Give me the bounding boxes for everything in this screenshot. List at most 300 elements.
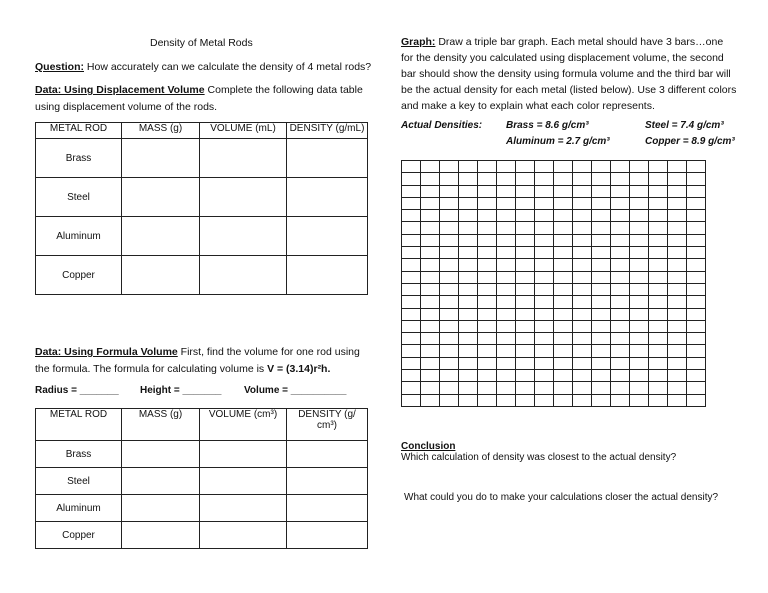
grid-cell[interactable]: [421, 308, 440, 320]
mass-cell[interactable]: [122, 522, 200, 549]
density-cell[interactable]: [287, 178, 368, 217]
grid-cell[interactable]: [459, 271, 478, 283]
grid-cell[interactable]: [402, 271, 421, 283]
grid-cell[interactable]: [592, 173, 611, 185]
grid-cell[interactable]: [421, 161, 440, 173]
grid-cell[interactable]: [402, 345, 421, 357]
grid-cell[interactable]: [592, 234, 611, 246]
grid-cell[interactable]: [440, 382, 459, 394]
grid-cell[interactable]: [516, 394, 535, 406]
grid-cell[interactable]: [478, 197, 497, 209]
grid-cell[interactable]: [459, 222, 478, 234]
volume-cell[interactable]: [200, 139, 287, 178]
density-cell[interactable]: [287, 495, 368, 522]
density-cell[interactable]: [287, 468, 368, 495]
grid-cell[interactable]: [440, 357, 459, 369]
grid-cell[interactable]: [402, 173, 421, 185]
grid-cell[interactable]: [516, 222, 535, 234]
grid-cell[interactable]: [668, 333, 687, 345]
grid-cell[interactable]: [630, 185, 649, 197]
grid-cell[interactable]: [668, 185, 687, 197]
grid-cell[interactable]: [516, 210, 535, 222]
grid-cell[interactable]: [649, 185, 668, 197]
grid-cell[interactable]: [649, 394, 668, 406]
volume-cell[interactable]: [200, 256, 287, 295]
grid-cell[interactable]: [592, 296, 611, 308]
grid-cell[interactable]: [516, 308, 535, 320]
grid-cell[interactable]: [649, 283, 668, 295]
grid-cell[interactable]: [440, 197, 459, 209]
density-cell[interactable]: [287, 522, 368, 549]
grid-cell[interactable]: [497, 296, 516, 308]
grid-cell[interactable]: [402, 296, 421, 308]
grid-cell[interactable]: [649, 345, 668, 357]
grid-cell[interactable]: [649, 197, 668, 209]
grid-cell[interactable]: [440, 222, 459, 234]
grid-cell[interactable]: [611, 197, 630, 209]
grid-cell[interactable]: [573, 345, 592, 357]
grid-cell[interactable]: [592, 247, 611, 259]
grid-cell[interactable]: [573, 370, 592, 382]
grid-cell[interactable]: [459, 308, 478, 320]
grid-cell[interactable]: [592, 271, 611, 283]
grid-cell[interactable]: [459, 197, 478, 209]
grid-cell[interactable]: [630, 394, 649, 406]
grid-cell[interactable]: [649, 357, 668, 369]
grid-cell[interactable]: [459, 333, 478, 345]
grid-cell[interactable]: [573, 333, 592, 345]
grid-cell[interactable]: [668, 308, 687, 320]
grid-cell[interactable]: [421, 247, 440, 259]
grid-cell[interactable]: [687, 382, 706, 394]
grid-cell[interactable]: [573, 161, 592, 173]
grid-cell[interactable]: [592, 222, 611, 234]
grid-cell[interactable]: [402, 222, 421, 234]
grid-cell[interactable]: [497, 222, 516, 234]
grid-cell[interactable]: [687, 259, 706, 271]
grid-cell[interactable]: [687, 185, 706, 197]
grid-cell[interactable]: [535, 247, 554, 259]
grid-cell[interactable]: [516, 283, 535, 295]
grid-cell[interactable]: [554, 283, 573, 295]
grid-cell[interactable]: [402, 370, 421, 382]
grid-cell[interactable]: [459, 173, 478, 185]
grid-cell[interactable]: [630, 259, 649, 271]
grid-cell[interactable]: [535, 197, 554, 209]
grid-cell[interactable]: [630, 283, 649, 295]
grid-cell[interactable]: [402, 357, 421, 369]
mass-cell[interactable]: [122, 217, 200, 256]
grid-cell[interactable]: [573, 210, 592, 222]
grid-cell[interactable]: [421, 259, 440, 271]
grid-cell[interactable]: [649, 259, 668, 271]
grid-cell[interactable]: [497, 271, 516, 283]
grid-cell[interactable]: [478, 357, 497, 369]
grid-cell[interactable]: [459, 357, 478, 369]
grid-cell[interactable]: [402, 234, 421, 246]
grid-cell[interactable]: [402, 320, 421, 332]
grid-cell[interactable]: [516, 345, 535, 357]
grid-cell[interactable]: [459, 161, 478, 173]
grid-cell[interactable]: [649, 271, 668, 283]
grid-cell[interactable]: [459, 382, 478, 394]
grid-cell[interactable]: [611, 296, 630, 308]
grid-cell[interactable]: [535, 271, 554, 283]
grid-cell[interactable]: [478, 308, 497, 320]
grid-cell[interactable]: [535, 320, 554, 332]
grid-cell[interactable]: [592, 161, 611, 173]
grid-cell[interactable]: [649, 370, 668, 382]
grid-cell[interactable]: [554, 185, 573, 197]
grid-cell[interactable]: [459, 283, 478, 295]
grid-cell[interactable]: [649, 308, 668, 320]
grid-cell[interactable]: [516, 271, 535, 283]
grid-cell[interactable]: [592, 320, 611, 332]
grid-cell[interactable]: [516, 247, 535, 259]
grid-cell[interactable]: [687, 234, 706, 246]
grid-cell[interactable]: [516, 173, 535, 185]
grid-cell[interactable]: [497, 259, 516, 271]
grid-cell[interactable]: [402, 382, 421, 394]
grid-cell[interactable]: [592, 185, 611, 197]
grid-cell[interactable]: [535, 370, 554, 382]
grid-cell[interactable]: [630, 173, 649, 185]
grid-cell[interactable]: [573, 271, 592, 283]
grid-cell[interactable]: [668, 370, 687, 382]
grid-cell[interactable]: [459, 247, 478, 259]
grid-cell[interactable]: [516, 185, 535, 197]
grid-cell[interactable]: [478, 320, 497, 332]
grid-cell[interactable]: [535, 210, 554, 222]
grid-cell[interactable]: [592, 345, 611, 357]
volume-cell[interactable]: [200, 178, 287, 217]
grid-cell[interactable]: [459, 370, 478, 382]
grid-cell[interactable]: [497, 308, 516, 320]
grid-cell[interactable]: [421, 234, 440, 246]
grid-cell[interactable]: [554, 234, 573, 246]
grid-cell[interactable]: [516, 320, 535, 332]
grid-cell[interactable]: [668, 197, 687, 209]
grid-cell[interactable]: [478, 283, 497, 295]
grid-cell[interactable]: [459, 210, 478, 222]
grid-cell[interactable]: [649, 210, 668, 222]
grid-cell[interactable]: [630, 333, 649, 345]
grid-cell[interactable]: [516, 333, 535, 345]
grid-cell[interactable]: [421, 394, 440, 406]
volume-cell[interactable]: [200, 468, 287, 495]
grid-cell[interactable]: [592, 197, 611, 209]
grid-cell[interactable]: [497, 333, 516, 345]
grid-cell[interactable]: [611, 345, 630, 357]
grid-cell[interactable]: [516, 382, 535, 394]
grid-cell[interactable]: [687, 333, 706, 345]
grid-cell[interactable]: [554, 394, 573, 406]
grid-cell[interactable]: [535, 173, 554, 185]
grid-cell[interactable]: [611, 271, 630, 283]
grid-cell[interactable]: [535, 296, 554, 308]
mass-cell[interactable]: [122, 139, 200, 178]
grid-cell[interactable]: [497, 161, 516, 173]
grid-cell[interactable]: [687, 357, 706, 369]
grid-cell[interactable]: [554, 173, 573, 185]
grid-cell[interactable]: [497, 345, 516, 357]
grid-cell[interactable]: [478, 234, 497, 246]
grid-cell[interactable]: [573, 357, 592, 369]
grid-cell[interactable]: [592, 259, 611, 271]
grid-cell[interactable]: [535, 283, 554, 295]
mass-cell[interactable]: [122, 178, 200, 217]
grid-cell[interactable]: [687, 247, 706, 259]
grid-cell[interactable]: [668, 173, 687, 185]
grid-cell[interactable]: [649, 234, 668, 246]
grid-cell[interactable]: [573, 259, 592, 271]
grid-cell[interactable]: [421, 185, 440, 197]
grid-cell[interactable]: [478, 173, 497, 185]
grid-cell[interactable]: [421, 320, 440, 332]
grid-cell[interactable]: [592, 357, 611, 369]
grid-cell[interactable]: [573, 296, 592, 308]
grid-cell[interactable]: [687, 345, 706, 357]
grid-cell[interactable]: [478, 296, 497, 308]
grid-cell[interactable]: [687, 296, 706, 308]
grid-cell[interactable]: [440, 259, 459, 271]
grid-cell[interactable]: [573, 173, 592, 185]
grid-cell[interactable]: [611, 308, 630, 320]
grid-cell[interactable]: [402, 210, 421, 222]
grid-cell[interactable]: [687, 370, 706, 382]
grid-cell[interactable]: [668, 320, 687, 332]
grid-cell[interactable]: [421, 345, 440, 357]
grid-cell[interactable]: [554, 382, 573, 394]
grid-cell[interactable]: [554, 308, 573, 320]
grid-cell[interactable]: [440, 308, 459, 320]
grid-cell[interactable]: [668, 296, 687, 308]
grid-cell[interactable]: [421, 333, 440, 345]
grid-cell[interactable]: [497, 370, 516, 382]
grid-cell[interactable]: [554, 296, 573, 308]
grid-cell[interactable]: [402, 197, 421, 209]
grid-cell[interactable]: [668, 283, 687, 295]
density-cell[interactable]: [287, 256, 368, 295]
grid-cell[interactable]: [611, 247, 630, 259]
grid-cell[interactable]: [440, 161, 459, 173]
grid-cell[interactable]: [516, 234, 535, 246]
grid-cell[interactable]: [421, 210, 440, 222]
grid-cell[interactable]: [516, 259, 535, 271]
grid-cell[interactable]: [440, 320, 459, 332]
grid-cell[interactable]: [592, 333, 611, 345]
density-cell[interactable]: [287, 139, 368, 178]
grid-cell[interactable]: [611, 320, 630, 332]
grid-cell[interactable]: [630, 357, 649, 369]
grid-cell[interactable]: [497, 247, 516, 259]
grid-cell[interactable]: [402, 333, 421, 345]
grid-cell[interactable]: [535, 308, 554, 320]
grid-cell[interactable]: [687, 308, 706, 320]
grid-cell[interactable]: [611, 210, 630, 222]
grid-cell[interactable]: [440, 234, 459, 246]
grid-cell[interactable]: [573, 308, 592, 320]
mass-cell[interactable]: [122, 256, 200, 295]
grid-cell[interactable]: [421, 197, 440, 209]
grid-cell[interactable]: [554, 247, 573, 259]
grid-cell[interactable]: [421, 382, 440, 394]
grid-cell[interactable]: [611, 370, 630, 382]
grid-cell[interactable]: [649, 222, 668, 234]
grid-cell[interactable]: [573, 234, 592, 246]
grid-cell[interactable]: [497, 210, 516, 222]
grid-cell[interactable]: [554, 259, 573, 271]
grid-cell[interactable]: [535, 382, 554, 394]
grid-cell[interactable]: [497, 197, 516, 209]
grid-cell[interactable]: [440, 296, 459, 308]
grid-cell[interactable]: [649, 382, 668, 394]
grid-cell[interactable]: [687, 197, 706, 209]
grid-cell[interactable]: [421, 173, 440, 185]
grid-cell[interactable]: [649, 333, 668, 345]
grid-cell[interactable]: [611, 357, 630, 369]
grid-cell[interactable]: [497, 382, 516, 394]
grid-cell[interactable]: [402, 308, 421, 320]
grid-cell[interactable]: [554, 161, 573, 173]
grid-cell[interactable]: [459, 345, 478, 357]
grid-cell[interactable]: [459, 259, 478, 271]
grid-cell[interactable]: [478, 247, 497, 259]
grid-cell[interactable]: [478, 394, 497, 406]
grid-cell[interactable]: [554, 210, 573, 222]
grid-cell[interactable]: [459, 234, 478, 246]
grid-cell[interactable]: [611, 185, 630, 197]
grid-cell[interactable]: [592, 382, 611, 394]
grid-cell[interactable]: [630, 345, 649, 357]
grid-cell[interactable]: [649, 320, 668, 332]
grid-cell[interactable]: [440, 345, 459, 357]
grid-cell[interactable]: [573, 247, 592, 259]
grid-cell[interactable]: [687, 394, 706, 406]
grid-cell[interactable]: [668, 234, 687, 246]
grid-cell[interactable]: [611, 234, 630, 246]
grid-cell[interactable]: [687, 173, 706, 185]
grid-cell[interactable]: [535, 222, 554, 234]
grid-cell[interactable]: [440, 185, 459, 197]
grid-cell[interactable]: [440, 333, 459, 345]
grid-cell[interactable]: [516, 197, 535, 209]
grid-cell[interactable]: [630, 370, 649, 382]
grid-cell[interactable]: [611, 222, 630, 234]
grid-cell[interactable]: [592, 210, 611, 222]
grid-cell[interactable]: [440, 271, 459, 283]
grid-cell[interactable]: [573, 222, 592, 234]
grid-cell[interactable]: [668, 345, 687, 357]
grid-cell[interactable]: [440, 283, 459, 295]
grid-cell[interactable]: [402, 185, 421, 197]
grid-cell[interactable]: [668, 259, 687, 271]
grid-cell[interactable]: [649, 247, 668, 259]
grid-cell[interactable]: [630, 308, 649, 320]
grid-cell[interactable]: [459, 296, 478, 308]
grid-cell[interactable]: [535, 185, 554, 197]
grid-cell[interactable]: [668, 382, 687, 394]
grid-cell[interactable]: [478, 161, 497, 173]
mass-cell[interactable]: [122, 441, 200, 468]
grid-cell[interactable]: [421, 222, 440, 234]
grid-cell[interactable]: [478, 222, 497, 234]
volume-cell[interactable]: [200, 441, 287, 468]
grid-cell[interactable]: [497, 283, 516, 295]
grid-cell[interactable]: [630, 222, 649, 234]
grid-cell[interactable]: [421, 283, 440, 295]
grid-cell[interactable]: [535, 161, 554, 173]
mass-cell[interactable]: [122, 468, 200, 495]
grid-cell[interactable]: [478, 345, 497, 357]
grid-cell[interactable]: [554, 370, 573, 382]
grid-cell[interactable]: [668, 271, 687, 283]
grid-cell[interactable]: [573, 283, 592, 295]
graph-grid[interactable]: [401, 160, 706, 407]
grid-cell[interactable]: [630, 197, 649, 209]
grid-cell[interactable]: [421, 271, 440, 283]
grid-cell[interactable]: [535, 234, 554, 246]
grid-cell[interactable]: [554, 271, 573, 283]
grid-cell[interactable]: [402, 394, 421, 406]
grid-cell[interactable]: [535, 345, 554, 357]
grid-cell[interactable]: [668, 247, 687, 259]
grid-cell[interactable]: [535, 357, 554, 369]
grid-cell[interactable]: [668, 210, 687, 222]
grid-cell[interactable]: [440, 210, 459, 222]
grid-cell[interactable]: [516, 370, 535, 382]
grid-cell[interactable]: [440, 247, 459, 259]
grid-cell[interactable]: [516, 161, 535, 173]
grid-cell[interactable]: [630, 161, 649, 173]
grid-cell[interactable]: [592, 394, 611, 406]
grid-cell[interactable]: [535, 394, 554, 406]
grid-cell[interactable]: [554, 345, 573, 357]
grid-cell[interactable]: [649, 296, 668, 308]
grid-cell[interactable]: [630, 382, 649, 394]
density-cell[interactable]: [287, 217, 368, 256]
grid-cell[interactable]: [516, 357, 535, 369]
grid-cell[interactable]: [592, 308, 611, 320]
grid-cell[interactable]: [535, 333, 554, 345]
grid-cell[interactable]: [497, 173, 516, 185]
grid-cell[interactable]: [687, 320, 706, 332]
grid-cell[interactable]: [554, 222, 573, 234]
grid-cell[interactable]: [573, 197, 592, 209]
grid-cell[interactable]: [592, 370, 611, 382]
grid-cell[interactable]: [668, 394, 687, 406]
grid-cell[interactable]: [497, 357, 516, 369]
grid-cell[interactable]: [630, 296, 649, 308]
grid-cell[interactable]: [630, 247, 649, 259]
grid-cell[interactable]: [592, 283, 611, 295]
grid-cell[interactable]: [497, 234, 516, 246]
grid-cell[interactable]: [421, 296, 440, 308]
grid-cell[interactable]: [554, 197, 573, 209]
grid-cell[interactable]: [573, 394, 592, 406]
grid-cell[interactable]: [611, 161, 630, 173]
volume-cell[interactable]: [200, 522, 287, 549]
grid-cell[interactable]: [649, 161, 668, 173]
grid-cell[interactable]: [440, 370, 459, 382]
grid-cell[interactable]: [478, 370, 497, 382]
mass-cell[interactable]: [122, 495, 200, 522]
grid-cell[interactable]: [402, 247, 421, 259]
grid-cell[interactable]: [611, 394, 630, 406]
grid-cell[interactable]: [554, 320, 573, 332]
grid-cell[interactable]: [402, 283, 421, 295]
volume-cell[interactable]: [200, 495, 287, 522]
